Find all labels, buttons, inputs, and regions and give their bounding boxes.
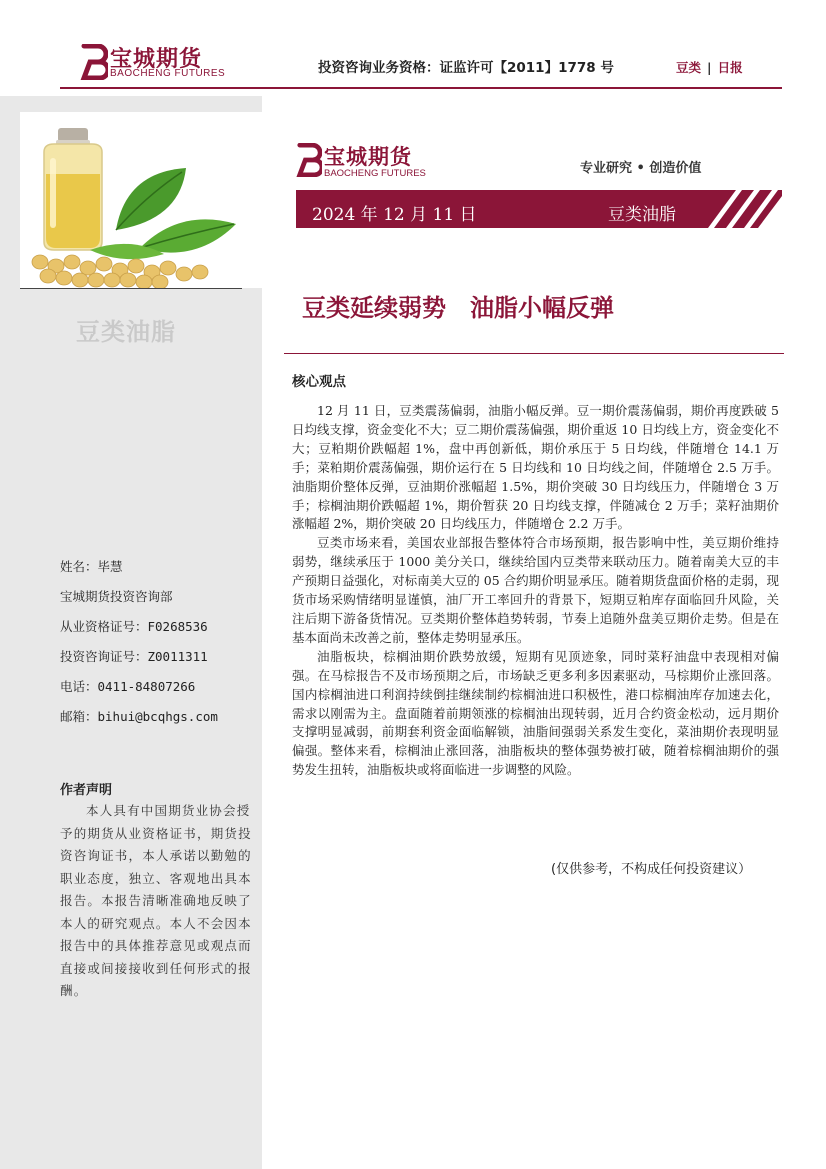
disclaimer: (仅供参考，不构成任何投资建议） bbox=[551, 862, 752, 877]
declaration-body: 本人具有中国期货业协会授予的期货从业资格证书，期货投资咨询证书，本人承诺以勤勉的职业态度，独立、客观地出具本报告。本报告清晰准确地反映了本人的研究观点。本人不会因本报告中的具体推荐意见或观点而直接或间接接收到任何形式的报酬。 bbox=[60, 803, 252, 998]
slogan: 专业研究 • 创造价值 bbox=[580, 161, 702, 176]
author-phone: 电话：0411-84807266 bbox=[60, 679, 196, 694]
company-logo-icon bbox=[80, 44, 108, 80]
category-label: 豆类 bbox=[676, 60, 702, 75]
header-logo-text: 宝城期货 bbox=[110, 46, 203, 72]
body-paragraph: 油脂板块，棕榈油期价跌势放缓，短期有见顶迹象，同时菜籽油盘中表现相对偏强。在马棕报告不及市场预期之后，市场缺乏更多利多因素驱动，马棕期价止涨回落。国内棕榈油进口利润持续倒挂继续制约棕榈油进口积极性，港口棕榈油库存加速去化，需求以刚需为主。盘面随着前期领涨的棕榈油出现转弱，近月合约资金松动，远月期价支撑明显减弱，前期套利资金面临解锁，油脂间强弱关系发生变化，菜油期价表现明显偏强。整体来看，棕榈油止涨回落，油脂板块的整体强势被打破，随着棕榈油期价的强势发生扭转，油脂板块或将面临进一步调整的风险。 bbox=[292, 648, 779, 778]
section-title: 核心观点 bbox=[292, 374, 346, 390]
author-name: 姓名：毕慧 bbox=[60, 559, 123, 574]
brand-logo-english: BAOCHENG FUTURES bbox=[324, 168, 426, 179]
author-department: 宝城期货投资咨询部 bbox=[60, 589, 173, 604]
author-license: 从业资格证号：F0268536 bbox=[60, 619, 208, 634]
header-rule bbox=[60, 87, 782, 89]
report-title: 豆类延续弱势 油脂小幅反弹 bbox=[302, 294, 614, 322]
report-type-label: 日报 bbox=[717, 60, 743, 75]
header-logo-english: BAOCHENG FUTURES bbox=[110, 68, 226, 79]
sidebar-category-label: 豆类油脂 bbox=[76, 318, 176, 346]
brand-logo-icon bbox=[296, 143, 322, 177]
qualification-text: 投资咨询业务资格：证监许可【2011】1778 号 bbox=[318, 60, 614, 76]
body-paragraph: 豆类市场来看，美国农业部报告整体符合市场预期，报告影响中性，美豆期价维持弱势，继续承压于 1000 美分关口，继续给国内豆类带来联动压力。随着南美大豆的丰产预期日益强化，对标南美大豆的 05 合约期价明显承压。随着期货盘面价格的走弱，现货市场采购情绪明显谨慎，油厂开工率回升的背景下，短期豆粕库存面临回升风险，关注后期下游备货情况。豆类期价整体趋势转弱，节奏上追随外盘美豆期价走势。但是在基本面尚未改善之前，整体走势明显承压。 bbox=[292, 535, 779, 645]
header-category-label: 豆类 | 日报 bbox=[676, 60, 743, 75]
title-rule bbox=[284, 353, 784, 354]
declaration-title: 作者声明 bbox=[60, 783, 113, 798]
oil-soybean-photo bbox=[20, 112, 262, 288]
banner-category: 豆类油脂 bbox=[608, 205, 676, 225]
author-email: 邮箱：bihui@bcqhgs.com bbox=[60, 709, 218, 724]
body-paragraph: 12 月 11 日，豆类震荡偏弱，油脂小幅反弹。豆一期价震荡偏弱，期价再度跌破 5 日均线支撑，资金变化不大；豆二期价震荡偏强，期价重返 10 日均线上方，资金变化不大；豆粕期价跌幅超 1%，盘中再创新低，期价承压于 5 日均线，伴随增仓 14.1 万手；菜粕期价震荡偏强，期价运行在 5 日均线和 10 日均线之间，伴随增仓 2.5 万手。油脂期价整体反弹，豆油期价涨幅超 1.5%，期价突破 30 日均线压力，伴随增仓 3 万手；棕榈油期价跌幅超 1%，期价暂获 20 日均线支撑，伴随减仓 2 万手；菜籽油期价涨幅超 2%，期价突破 20 日均线压力，伴随增仓 2.2 万手。 bbox=[292, 403, 779, 532]
photo-rule bbox=[20, 288, 242, 289]
report-date: 2024 年 12 月 11 日 bbox=[312, 205, 477, 225]
brand-logo-text: 宝城期货 bbox=[324, 144, 412, 169]
author-consult-license: 投资咨询证号：Z0011311 bbox=[60, 649, 208, 664]
report-body bbox=[292, 402, 779, 780]
